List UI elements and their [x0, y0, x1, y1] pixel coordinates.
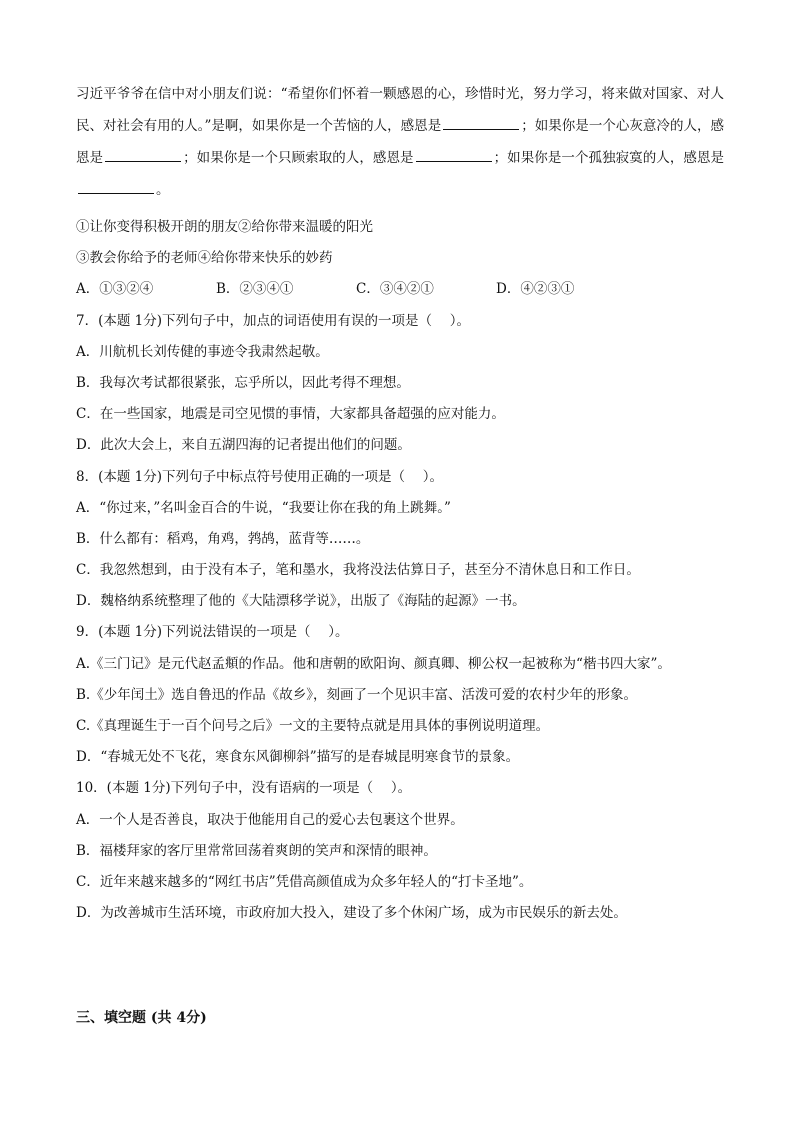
q7-option-a[interactable]: A．川航机长刘传健的事迹令我肃然起敬。: [76, 343, 329, 360]
q6-option-a[interactable]: A．①③②④: [76, 281, 154, 298]
question-content: [76, 78, 724, 929]
q6-option-c[interactable]: C．③④②①: [356, 281, 434, 298]
q6-option-d[interactable]: D．④②③①: [496, 281, 575, 298]
passage-text: ；如果你是一个孤独寂寞的人，感恩是: [493, 150, 725, 166]
answer-blank[interactable]: [416, 147, 492, 162]
q10-stem: 10．(本题 1分)下列句子中，没有语病的一项是（ ）。: [76, 780, 412, 797]
q8-stem: 8．(本题 1分)下列句子中标点符号使用正确的一项是（ ）。: [76, 468, 444, 485]
q7-option-c[interactable]: C．在一些国家，地震是司空见惯的事情，大家都具备超强的应对能力。: [76, 406, 505, 423]
passage-text: ；如果你是一个只顾索取的人，感恩是: [183, 150, 414, 166]
q10-option-d[interactable]: D．为改善城市生活环境，市政府加大投入，建设了多个休闲广场，成为市民娱乐的新去处。: [76, 905, 627, 922]
q8-option-a[interactable]: A．“你过来，”名叫金百合的牛说，“我要让你在我的角上跳舞。”: [76, 499, 451, 516]
q9-option-a[interactable]: A.《三门记》是元代赵孟頫的作品。他和唐朝的欧阳询、颜真卿、柳公权一起被称为“楷书四大家”。: [76, 655, 671, 672]
passage-text: 。: [156, 182, 170, 198]
q10-option-c[interactable]: C．近年来越来越多的“网红书店”凭借高颜值成为众多年轻人的“打卡圣地”。: [76, 873, 533, 890]
choices-line: ①让你变得积极开朗的朋友②给你带来温暖的阳光: [76, 219, 373, 235]
q9-option-c[interactable]: C.《真理诞生于一百个问号之后》一文的主要特点就是用具体的事例说明道理。: [76, 718, 550, 734]
section-title: 三、填空题 (共 4分): [76, 1010, 207, 1026]
q8-option-d[interactable]: D．魏格纳系统整理了他的《大陆漂移学说》，出版了《海陆的起源》一书。: [76, 593, 526, 610]
q6-option-b[interactable]: B．②③④①: [216, 281, 294, 298]
q8-option-c[interactable]: C．我忽然想到，由于没有本子，笔和墨水，我将没法估算日子，甚至分不清休息日和工作日。: [76, 562, 640, 579]
q6-options: [76, 274, 724, 305]
q8-option-b[interactable]: B．什么都有：稻鸡，角鸡，鹁鸪，蓝背等……。: [76, 530, 370, 547]
q10-option-b[interactable]: B．福楼拜家的客厅里常常回荡着爽朗的笑声和深情的眼神。: [76, 842, 437, 859]
passage-text: 习近平爷爷在信中对小朋友们说：“希望你们怀着一颗感恩的心，珍惜时光，努力学习，将来做对国家、对人民、对社会有用的人。”是啊，如果你是一个苦恼的人，感恩是: [76, 86, 724, 134]
q7-option-b[interactable]: B．我每次考试都很紧张，忘乎所以，因此考得不理想。: [76, 374, 410, 391]
answer-blank[interactable]: [78, 179, 154, 194]
q9-stem: 9．(本题 1分)下列说法错误的一项是（ ）。: [76, 624, 349, 641]
q7-stem: 7．(本题 1分)下列句子中，加点的词语使用有误的一项是（ ）。: [76, 312, 471, 329]
q9-option-d[interactable]: D．“春城无处不飞花，寒食东风御柳斜”描写的是春城昆明寒食节的景象。: [76, 749, 520, 766]
answer-blank[interactable]: [443, 115, 519, 130]
answer-blank[interactable]: [105, 147, 181, 162]
passage-text: ；如果你是一个心灰意冷的人，感恩是: [76, 118, 724, 166]
q6-passage: [76, 78, 724, 206]
q10-option-a[interactable]: A．一个人是否善良，取决于他能用自己的爱心去包裹这个世界。: [76, 811, 464, 828]
q7-option-d[interactable]: D．此次大会上，来自五湖四海的记者提出他们的问题。: [76, 437, 411, 454]
q9-option-b[interactable]: B.《少年闰土》选自鲁迅的作品《故乡》，刻画了一个见识丰富、活泼可爱的农村少年的形象。: [76, 686, 637, 703]
choices-line: ③教会你给予的老师④给你带来快乐的妙药: [76, 250, 333, 267]
